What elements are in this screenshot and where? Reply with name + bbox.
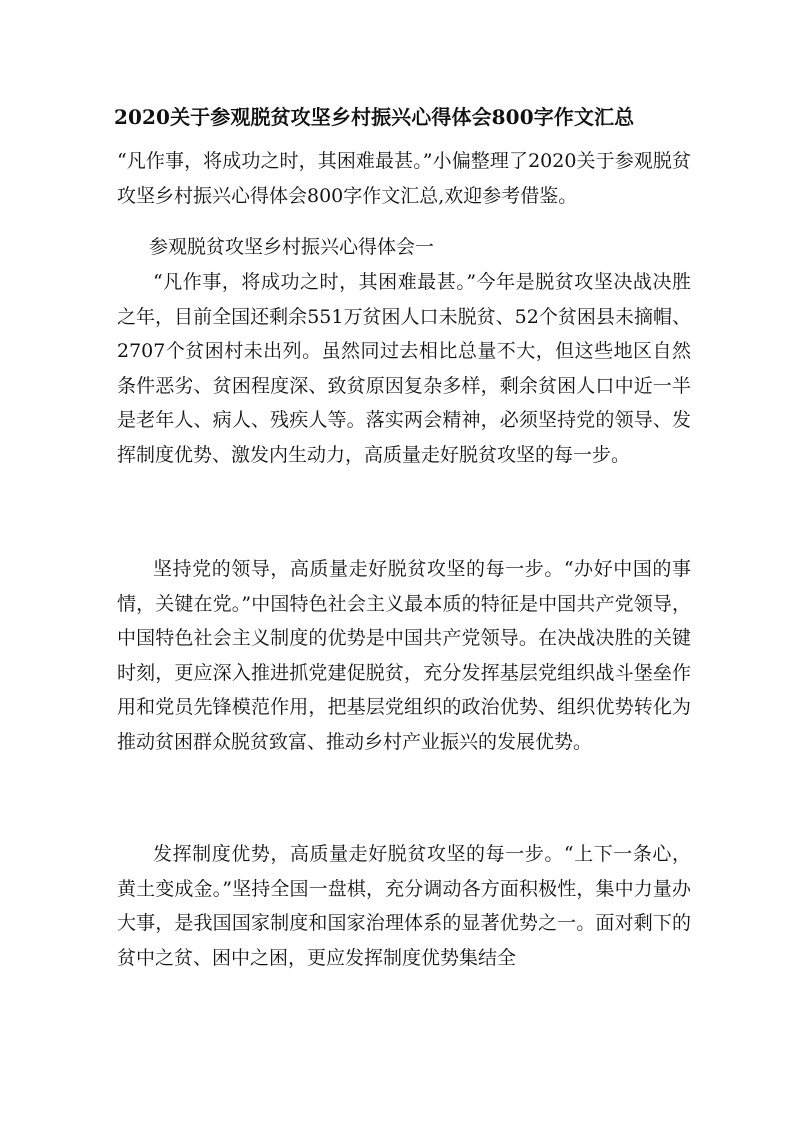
body-paragraph-2: 坚持党的领导，高质量走好脱贫攻坚的每一步。“办好中国的事情，关键在党。”中国特色社会主义最本质的特征是中国共产党领导，中国特色社会主义制度的优势是中国共产党领导。在决战决胜的关键时刻，更应深入推进抓党建促脱贫，充分发挥基层党组织战斗堡垒作用和党员先锋模范作用，把基层党组织的政治优势、组织优势转化为推动贫困群众脱贫致富、推动乡村产业振兴的发展优势。 <box>117 558 691 753</box>
intro-paragraph: “凡作事，将成功之时，其困难最甚。”小偏整理了2020关于参观脱贫攻坚乡村振兴心得体会800字作文汇总,欢迎参考借鉴。 <box>117 150 691 207</box>
document-title: 2020关于参观脱贫攻坚乡村振兴心得体会800字作文汇总 <box>114 105 635 129</box>
section-heading: 参观脱贫攻坚乡村振兴心得体会一 <box>149 236 435 258</box>
body-paragraph-1: “凡作事，将成功之时，其困难最甚。”今年是脱贫攻坚决战决胜之年，目前全国还剩余551万贫困人口未脱贫、52个贫困县未摘帽、2707个贫困村未出列。虽然同过去相比总量不大，但这些地区自然条件恶劣、贫困程度深、致贫原因复杂多样，剩余贫困人口中近一半是老年人、病人、残疾人等。落实两会精神，必须坚持党的领导、发挥制度优势、激发内生动力，高质量走好脱贫攻坚的每一步。 <box>117 271 691 466</box>
body-paragraph-3: 发挥制度优势，高质量走好脱贫攻坚的每一步。“上下一条心，黄土变成金。”坚持全国一盘棋，充分调动各方面积极性，集中力量办大事，是我国国家制度和国家治理体系的显著优势之一。面对剩下的贫中之贫、困中之困，更应发挥制度优势集结全 <box>117 843 691 969</box>
